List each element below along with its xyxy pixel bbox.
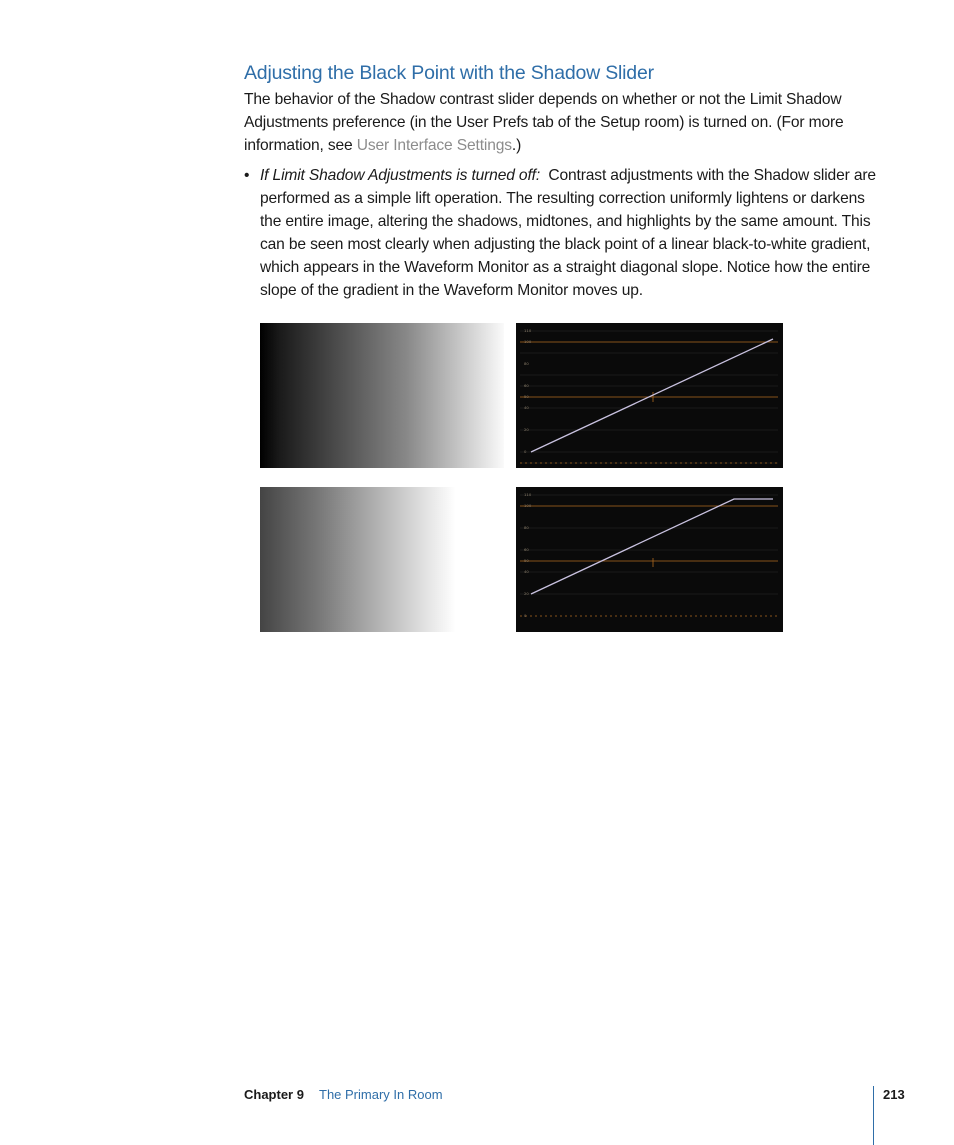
intro-text: The behavior of the Shadow contrast slider depends on whether or not the Limit Shadow Adjustments preference (in the User Prefs tab of the Setup room) is turned on. (For more information, see <box>244 91 844 154</box>
gradient-image-before <box>260 323 504 468</box>
bullet-body: Contrast adjustments with the Shadow slider are performed as a simple lift operation. The resulting correction uniformly lightens or darkens the entire image, altering the shadows, midtones, and highlights by the same amount. This can be seen most clearly when adjusting the black point of a linear black-to-white gradient, which appears in the Waveform Monitor as a straight diagonal slope. Notice how the entire slope of the gradient in the Waveform Monitor moves up. <box>260 167 876 299</box>
waveform-monitor-after <box>516 487 783 632</box>
scale-label: 40 <box>524 569 529 574</box>
waveform-plot-after <box>516 487 783 632</box>
scale-label: 20 <box>524 427 529 432</box>
footer-chapter: Chapter 9 <box>244 1087 304 1102</box>
scale-label: 100 <box>524 503 532 508</box>
section-heading: Adjusting the Black Point with the Shadow Slider <box>244 62 654 84</box>
scale-label: 0 <box>524 613 527 618</box>
footer-chapter-title-link[interactable]: The Primary In Room <box>319 1087 443 1102</box>
page-number: 213 <box>883 1087 905 1102</box>
scale-label: 80 <box>524 525 529 530</box>
scale-label: 50 <box>524 394 529 399</box>
scale-label: 40 <box>524 405 529 410</box>
gradient-image-after <box>260 487 504 632</box>
scale-label: 80 <box>524 361 529 366</box>
bullet-item <box>244 164 876 302</box>
scale-label: 110 <box>524 328 532 333</box>
scale-label: 0 <box>524 449 527 454</box>
intro-paragraph <box>244 88 876 157</box>
waveform-monitor-before <box>516 323 783 468</box>
scale-label: 60 <box>524 547 529 552</box>
scale-label: 100 <box>524 339 532 344</box>
scale-label: 50 <box>524 558 529 563</box>
scale-label: 60 <box>524 383 529 388</box>
bullet-text <box>260 164 876 302</box>
user-interface-settings-link[interactable]: User Interface Settings <box>356 137 512 154</box>
intro-text-end: .) <box>511 137 522 154</box>
bullet-marker: • <box>244 167 250 184</box>
waveform-plot-before <box>516 323 783 468</box>
bullet-lead: If Limit Shadow Adjustments is turned off: <box>260 167 541 184</box>
scale-label: 20 <box>524 591 529 596</box>
scale-label: 110 <box>524 492 532 497</box>
footer-divider <box>873 1086 874 1145</box>
